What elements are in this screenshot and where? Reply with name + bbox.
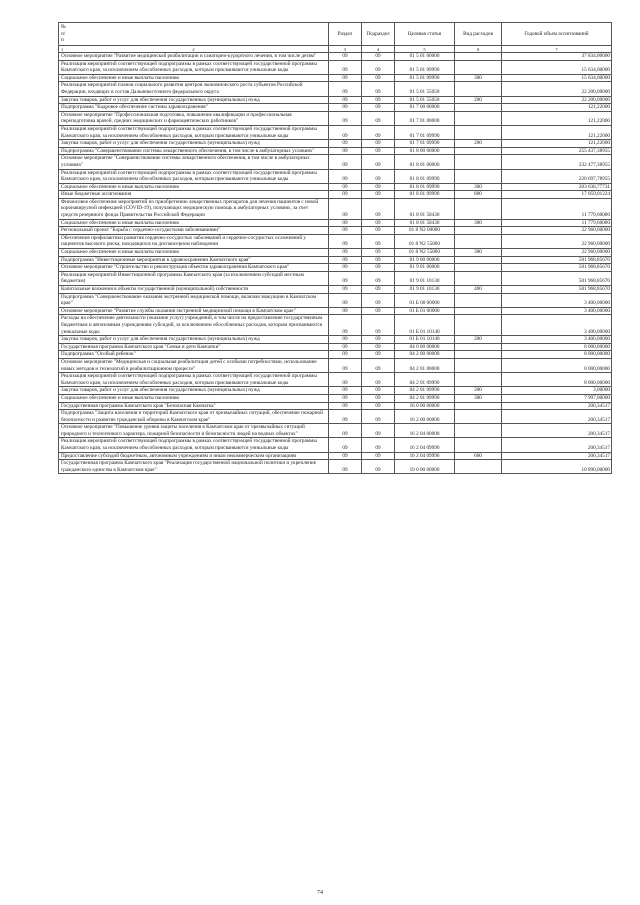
target-code: 01 7 01 00000 [395,111,455,125]
subsection-code: 09 [362,147,395,155]
expense-type [455,343,502,351]
expense-type: 300 [455,183,502,191]
section-code: 09 [329,191,362,199]
expense-type [455,104,502,112]
header-exp-type: Вид расходов [455,23,502,46]
amount-value: 22 960,00000 [502,234,612,248]
table-row [59,264,612,272]
section-code: 09 [329,452,362,460]
target-code: 01 8 01 58430 [395,198,455,219]
expense-type [455,410,502,424]
item-name: Реализация мероприятий Инвестиционной программы Камчатского края (за исключением субсидий местным бюджетам) [59,271,329,285]
amount-value: 220 697,78955 [502,169,612,183]
target-code: 01 9 01 10130 [395,286,455,294]
item-name: Расходы на обеспечение деятельности (оказание услуг) учреждений, в том числе на предоставление государственным бюджетным и автономным учреждениям субсидий, за исключением обособленных расходов, которым присваиваются уникальные коды [59,315,329,336]
expense-type: 300 [455,219,502,227]
item-name: Подпрограмма "Кадровое обеспечение системы здравоохранения" [59,104,329,112]
subsection-code: 09 [362,191,395,199]
section-code: 09 [329,169,362,183]
expense-type [455,53,502,61]
target-code: 04 2 01 09990 [395,394,455,402]
target-code: 16 2 00 00000 [395,410,455,424]
target-code: 01 7 00 00000 [395,104,455,112]
target-code: 16 2 04 09990 [395,438,455,452]
amount-value: 121,22000 [502,140,612,148]
item-name: Подпрограмма "Инвестиционные мероприятия в здравоохранении Камчатского края" [59,256,329,264]
expense-type: 600 [455,452,502,460]
amount-value: 200,34517 [502,402,612,410]
item-name: Реализация мероприятий соответствующей подпрограммы в рамках соответствующей государственной программы Камчатского края, за исключением обособленных расходов, которым присваиваются уникальные коды [59,169,329,183]
header-index: 3 [329,46,362,53]
item-name: Реализация мероприятий соответствующей подпрограммы в рамках соответствующей государственной программы Камчатского края, за исключением обособленных расходов, которым присваиваются уникальные коды [59,60,329,74]
table-row [59,140,612,148]
section-code: 09 [329,460,362,474]
expense-type: 200 [455,96,502,104]
subsection-code: 09 [362,140,395,148]
subsection-code: 09 [362,373,395,387]
target-code: 04 2 01 00000 [395,358,455,372]
table-row [59,286,612,294]
table-row [59,155,612,169]
section-code: 09 [329,53,362,61]
amount-value: 10 890,00000 [502,460,612,474]
section-code: 09 [329,125,362,139]
item-name: Государственная программа Камчатского края "Безопасная Камчатка" [59,402,329,410]
amount-value: 200,34517 [502,438,612,452]
amount-value: 121,22000 [502,125,612,139]
table-row [59,82,612,96]
expense-type [455,351,502,359]
item-name: Закупка товаров, работ и услуг для обеспечения государственных (муниципальных) нужд [59,387,329,395]
subsection-code: 09 [362,169,395,183]
budget-table-page [58,22,611,474]
expense-type [455,307,502,315]
section-code: 09 [329,336,362,344]
table-row [59,147,612,155]
section-code: 09 [329,286,362,294]
table-row [59,96,612,104]
section-code: 09 [329,96,362,104]
subsection-code: 09 [362,438,395,452]
expense-type [455,82,502,96]
target-code: 01 8 00 00000 [395,147,455,155]
subsection-code: 09 [362,387,395,395]
target-code: 19 0 00 00000 [395,460,455,474]
subsection-code: 09 [362,315,395,336]
section-code: 09 [329,147,362,155]
amount-value: 11 779,60000 [502,198,612,219]
table-row [59,343,612,351]
amount-value: 22 960,00000 [502,249,612,257]
section-code: 09 [329,358,362,372]
target-code: 01 7 01 09990 [395,125,455,139]
target-code: 01 8 01 58430 [395,219,455,227]
expense-type [455,198,502,219]
subsection-code: 09 [362,96,395,104]
table-row [59,336,612,344]
item-name: Подпрограмма "Совершенствование оказания экстренной медицинской помощи, включая эвакуацию в Камчатском крае" [59,293,329,307]
amount-value: 37 834,00000 [502,53,612,61]
item-name: Социальное обеспечение и иные выплаты населению [59,249,329,257]
section-code: 09 [329,410,362,424]
table-row [59,104,612,112]
expense-type: 800 [455,191,502,199]
amount-value: 501 968,85670 [502,286,612,294]
expense-type [455,155,502,169]
target-code: 01 Б 01 10140 [395,336,455,344]
table-row [59,460,612,474]
header-index: 5 [395,46,455,53]
item-name: Подпрограмма "Особый ребенок" [59,351,329,359]
amount-value: 121,22000 [502,104,612,112]
subsection-code: 09 [362,293,395,307]
section-code: 09 [329,249,362,257]
table-row [59,198,612,219]
header-index: 2 [59,46,329,53]
subsection-code: 09 [362,82,395,96]
expense-type: 300 [455,394,502,402]
expense-type [455,293,502,307]
amount-value: 22 200,00000 [502,82,612,96]
amount-value: 3 400,00000 [502,293,612,307]
target-code: 01 Б 01 10140 [395,315,455,336]
target-code: 04 2 00 00000 [395,351,455,359]
budget-table [58,22,612,474]
amount-value: 15 634,00000 [502,74,612,82]
item-name: Основное мероприятие "Медицинская и социальная реабилитация детей с особыми потребностями, использование новых методов и технологий в реабилитационном процессе" [59,358,329,372]
item-name: Социальное обеспечение и иные выплаты населению [59,394,329,402]
target-code: 16 2 04 09990 [395,452,455,460]
expense-type [455,169,502,183]
target-code: 01 8 N2 55860 [395,249,455,257]
subsection-code: 09 [362,343,395,351]
subsection-code: 09 [362,60,395,74]
item-name: Государственная программа Камчатского края "Семья и дети Камчатки" [59,343,329,351]
table-row [59,249,612,257]
target-code: 01 8 01 09990 [395,183,455,191]
target-code: 01 8 01 09990 [395,191,455,199]
amount-value: 11 779,60000 [502,219,612,227]
header-subsection: Подраздел [362,23,395,46]
expense-type [455,402,502,410]
section-code: 09 [329,264,362,272]
target-code: 04 2 01 09990 [395,373,455,387]
table-row [59,74,612,82]
header-amount: Годовой объем ассигнований [502,23,612,46]
table-body [59,53,612,474]
item-name: Региональный проект "Борьба с сердечно-сосудистыми заболеваниями" [59,227,329,235]
section-code: 09 [329,271,362,285]
target-code: 01 5 01 00000 [395,53,455,61]
section-code: 09 [329,74,362,82]
subsection-code: 09 [362,402,395,410]
table-row [59,387,612,395]
expense-type [455,271,502,285]
header-index: 6 [455,46,502,53]
subsection-code: 09 [362,74,395,82]
subsection-code: 09 [362,336,395,344]
subsection-code: 09 [362,264,395,272]
page-number: 74 [317,890,323,896]
table-row [59,256,612,264]
amount-value: 501 968,85670 [502,264,612,272]
table-row [59,293,612,307]
section-code: 09 [329,387,362,395]
subsection-code: 09 [362,219,395,227]
target-code: 01 Б 00 00000 [395,293,455,307]
subsection-code: 09 [362,155,395,169]
amount-value: 255 437,38955 [502,147,612,155]
table-row [59,373,612,387]
amount-value: 3,00000 [502,387,612,395]
item-name: Реализация мероприятий соответствующей подпрограммы в рамках соответствующей государственной программы Камчатского края, за исключением обособленных расходов, которым присваиваются уникальные коды [59,125,329,139]
amount-value: 203 638,77731 [502,183,612,191]
subsection-code: 09 [362,307,395,315]
subsection-code: 09 [362,271,395,285]
item-name: Реализация мероприятий планов социального развития центров экономического роста субъектов Российской Федерации, входящих в состав Дальневосточного федерального округа [59,82,329,96]
section-code: 09 [329,234,362,248]
section-code: 09 [329,351,362,359]
table-row [59,191,612,199]
table-row [59,219,612,227]
table-row [59,234,612,248]
section-code: 09 [329,343,362,351]
target-code: 04 0 00 00000 [395,343,455,351]
target-code: 01 8 N2 00000 [395,227,455,235]
table-row [59,227,612,235]
item-name: Иные бюджетные ассигнования [59,191,329,199]
target-code: 01 5 01 09990 [395,60,455,74]
subsection-code: 09 [362,410,395,424]
subsection-code: 09 [362,424,395,438]
table-row [59,394,612,402]
table-row [59,183,612,191]
section-code: 09 [329,256,362,264]
section-code: 09 [329,140,362,148]
target-code: 04 2 01 09990 [395,387,455,395]
item-name: Предоставление субсидий бюджетным, автономным учреждениям и иным некоммерческим организациям [59,452,329,460]
target-code: 01 5 01 55050 [395,82,455,96]
section-code: 09 [329,155,362,169]
expense-type [455,111,502,125]
amount-value: 200,34517 [502,424,612,438]
expense-type: 300 [455,74,502,82]
subsection-code: 09 [362,286,395,294]
table-row [59,315,612,336]
table-header: № п/п Раздел Подраздел Целевая статья Вид расходов Годовой объем ассигнований 1 2 3 4 5 6 7 [59,23,612,53]
subsection-code: 09 [362,394,395,402]
item-name: Подпрограмма "Защита населения и территорий Камчатского края от чрезвычайных ситуаций, обеспечение пожарной безопасности и развитие гражданской обороны в Камчатском крае" [59,410,329,424]
section-code: 09 [329,307,362,315]
subsection-code: 09 [362,125,395,139]
expense-type [455,234,502,248]
table-row [59,125,612,139]
subsection-code: 09 [362,256,395,264]
item-name: Основное мероприятие "Профессиональная подготовка, повышение квалификации и профессиональная переподготовка врачей, средних медицинских и фармацевтических работников" [59,111,329,125]
expense-type [455,373,502,387]
header-section: Раздел [329,23,362,46]
expense-type [455,358,502,372]
expense-type: 200 [455,387,502,395]
amount-value: 8 000,00000 [502,351,612,359]
item-name: Социальное обеспечение и иные выплаты населению [59,74,329,82]
target-code: 16 0 00 00000 [395,402,455,410]
section-code: 09 [329,111,362,125]
amount-value: 8 000,00000 [502,358,612,372]
subsection-code: 09 [362,460,395,474]
amount-value: 200,34517 [502,410,612,424]
amount-value: 3 400,00000 [502,315,612,336]
target-code: 01 9 01 00000 [395,264,455,272]
table-row [59,271,612,285]
section-code: 09 [329,315,362,336]
item-name: Основное мероприятие "Повышение уровня защиты населения в Камчатском крае от чрезвычайных ситуаций природного и техногенного характера, пожарной безопасности и безопасности людей на водных объектах" [59,424,329,438]
item-name: Реализация мероприятий соответствующей подпрограммы в рамках соответствующей государственной программы Камчатского края, за исключением обособленных расходов, которым присваиваются уникальные коды [59,438,329,452]
subsection-code: 09 [362,111,395,125]
amount-value: 22 200,00000 [502,96,612,104]
table-row [59,111,612,125]
header-index: 4 [362,46,395,53]
target-code: 01 5 01 09990 [395,74,455,82]
item-name: Обеспечение профилактики развития сердечно-сосудистых заболеваний и сердечно-сосудистых осложнений у пациентов высокого риска, находящихся на диспансерном наблюдении [59,234,329,248]
table-row [59,307,612,315]
section-code: 09 [329,438,362,452]
subsection-code: 09 [362,249,395,257]
amount-value: 8 000,00000 [502,343,612,351]
target-code: 01 8 N2 55860 [395,234,455,248]
table-row [59,351,612,359]
amount-value: 17 059,01224 [502,191,612,199]
section-code: 09 [329,183,362,191]
section-code: 09 [329,424,362,438]
header-name [59,23,329,46]
amount-value: 7 997,00000 [502,394,612,402]
item-name: Закупка товаров, работ и услуг для обеспечения государственных (муниципальных) нужд [59,336,329,344]
expense-type: 200 [455,140,502,148]
amount-value: 501 968,85670 [502,256,612,264]
subsection-code: 09 [362,452,395,460]
subsection-code: 09 [362,351,395,359]
expense-type [455,315,502,336]
section-code: 09 [329,402,362,410]
section-code: 09 [329,394,362,402]
amount-value: 501 968,85670 [502,271,612,285]
amount-value: 121,22000 [502,111,612,125]
item-name: Подпрограмма "Совершенствование системы лекарственного обеспечения, в том числе в амбулаторных условиях" [59,147,329,155]
subsection-code: 09 [362,104,395,112]
item-name: Финансовое обеспечение мероприятий по приобретению лекарственных препаратов для лечения пациентов с новой коронавирусной инфекцией (COVID-19), получающих медицинскую помощь в амбулаторных условиях, за счет средств резервного фонда Правительства Российской Федерации [59,198,329,219]
amount-value: 3 400,00000 [502,336,612,344]
table-row [59,410,612,424]
item-name: Основное мероприятие "Развитие медицинской реабилитации и санаторно-курортного лечения, в том числе детям" [59,53,329,61]
section-code: 09 [329,293,362,307]
expense-type: 300 [455,249,502,257]
section-code: 09 [329,198,362,219]
target-code: 01 8 01 00000 [395,155,455,169]
header-target: Целевая статья [395,23,455,46]
item-name: Закупка товаров, работ и услуг для обеспечения государственных (муниципальных) нужд [59,140,329,148]
header-index: 7 [502,46,612,53]
item-name: Основное мероприятие "Развитие службы оказания экстренной медицинской помощи в Камчатском крае" [59,307,329,315]
target-code: 01 7 01 09990 [395,140,455,148]
target-code: 16 2 04 00000 [395,424,455,438]
expense-type [455,424,502,438]
item-name: Основное мероприятие "Совершенствование системы лекарственного обеспечения, в том числе в амбулаторных условиях" [59,155,329,169]
item-name: Реализация мероприятий соответствующей подпрограммы в рамках соответствующей государственной программы Камчатского края, за исключением обособленных расходов, которым присваиваются уникальные коды [59,373,329,387]
table-row [59,402,612,410]
item-name: Социальное обеспечение и иные выплаты населению [59,183,329,191]
expense-type [455,125,502,139]
subsection-code: 09 [362,227,395,235]
expense-type [455,264,502,272]
amount-value: 8 000,00000 [502,373,612,387]
section-code: 09 [329,60,362,74]
target-code: 01 Б 01 00000 [395,307,455,315]
table-row [59,169,612,183]
subsection-code: 09 [362,358,395,372]
item-name: Социальное обеспечение и иные выплаты населению [59,219,329,227]
target-code: 01 8 01 09990 [395,169,455,183]
section-code: 09 [329,82,362,96]
table-row [59,60,612,74]
item-name: Закупка товаров, работ и услуг для обеспечения государственных (муниципальных) нужд [59,96,329,104]
amount-value: 15 634,00000 [502,60,612,74]
expense-type [455,256,502,264]
expense-type [455,460,502,474]
section-code: 09 [329,219,362,227]
section-code: 09 [329,373,362,387]
subsection-code: 09 [362,53,395,61]
expense-type [455,438,502,452]
amount-value: 22 960,00000 [502,227,612,235]
table-row [59,424,612,438]
section-code: 09 [329,227,362,235]
target-code: 01 9 00 00000 [395,256,455,264]
expense-type [455,147,502,155]
subsection-code: 09 [362,234,395,248]
table-row [59,438,612,452]
amount-value: 3 400,00000 [502,307,612,315]
amount-value: 200,34517 [502,452,612,460]
subsection-code: 09 [362,183,395,191]
table-row [59,358,612,372]
target-code: 01 9 01 10130 [395,271,455,285]
expense-type: 200 [455,336,502,344]
target-code: 01 5 01 55050 [395,96,455,104]
item-name: Капитальные вложения в объекты государственной (муниципальной) собственности [59,286,329,294]
amount-value: 232 477,38955 [502,155,612,169]
table-row [59,452,612,460]
section-code: 09 [329,104,362,112]
table-row [59,53,612,61]
item-name: Государственная программа Камчатского края "Реализация государственной национальной политики и укрепление гражданского единства в Камчатском крае" [59,460,329,474]
expense-type [455,60,502,74]
subsection-code: 09 [362,198,395,219]
expense-type [455,227,502,235]
expense-type: 400 [455,286,502,294]
item-name: Основное мероприятие "Строительство и реконструкция объектов здравоохранения Камчатского края" [59,264,329,272]
